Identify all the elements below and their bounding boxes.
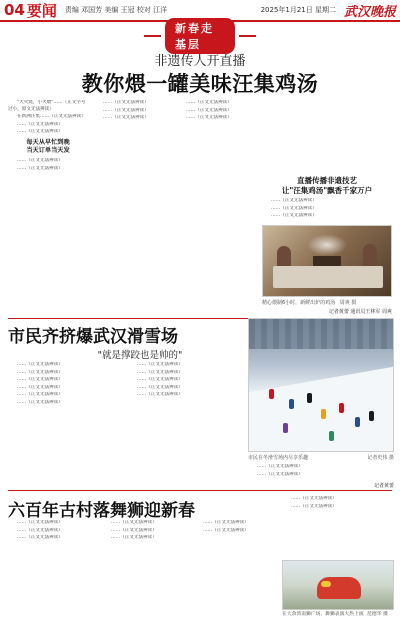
paragraph: ……（正文无法辨读） [137, 369, 183, 375]
lion-dance-photo [282, 560, 394, 610]
newspaper-logo: 武汉晚报 [343, 4, 396, 20]
section-divider [8, 490, 392, 491]
paragraph: ……（正文无法辨读） [103, 107, 149, 113]
paragraph: ……（正文无法辨读） [17, 392, 63, 398]
paragraph: ……（正文无法辨读） [17, 362, 63, 367]
section-banner [140, 22, 260, 51]
skier-shape [329, 431, 334, 441]
story1-sidebar-title: 直播传播非遗技艺 让"汪集鸡汤"飘香千家万户 [281, 176, 373, 195]
story1-column-left [8, 100, 88, 318]
skier-shape [369, 411, 374, 421]
paragraph: ……（正文无法辨读） [17, 535, 63, 541]
table-shape [273, 266, 383, 288]
story1-sidebar-body [262, 198, 392, 224]
skier-shape [269, 389, 274, 399]
issue-date: 2025年1月21日 星期二 [260, 6, 336, 14]
paragraph: ……（正文无法辨读） [186, 107, 232, 113]
banner-wing-right [239, 35, 256, 37]
story2-byline: 记者黄蕾 [373, 483, 394, 489]
photo-credit: 周爽 摄 [339, 300, 357, 306]
story2-column-mid [128, 362, 242, 482]
paragraph: ……（正文无法辨读） [203, 520, 249, 525]
caption-text: 市民在冬滑雪场内尽享乐趣 [248, 455, 309, 461]
paragraph: ……（正文无法辨读） [17, 121, 63, 127]
banner-label: 新春走基层 [165, 18, 235, 54]
skier-shape [307, 393, 312, 403]
story1-subhead: 每天从早忙到晚 当天订单当天发 [26, 138, 70, 154]
paragraph: ……（正文无法辨读） [137, 377, 183, 383]
story3-column-3 [194, 520, 278, 624]
skier-shape [339, 403, 344, 413]
photo-credit: 记者史伟 摄 [367, 455, 394, 461]
story3-headline: 六百年古村落舞狮迎新春 [8, 501, 195, 521]
story1-kicker: 非遗传人开直播 [154, 54, 246, 69]
caption-text: 在大余湾南狮广场，舞狮表演大热上演 [282, 612, 364, 617]
paragraph: ……（正文无法辨读） [271, 198, 317, 203]
paragraph: ……（正文无法辨读） [17, 399, 63, 405]
paragraph: ……（正文无法辨读） [111, 520, 157, 525]
paragraph: ……（正文无法辨读） [17, 165, 63, 171]
steam-shape [307, 234, 347, 256]
paragraph: ……（正文无法辨读） [17, 527, 63, 533]
skier-shape [289, 399, 294, 409]
story1-headline: 教你煨一罐美味汪集鸡汤 [81, 72, 319, 96]
ski-resort-photo [248, 318, 394, 452]
skier-shape [355, 417, 360, 427]
paragraph: "大火烧，小火煨"……（正文字号过小，原文无法辨读） [8, 100, 86, 112]
paragraph: ……（正文无法辨读） [103, 100, 149, 105]
story3-column-4 [282, 496, 394, 558]
story3-column-1 [8, 520, 98, 624]
paragraph: ……（正文无法辨读） [17, 520, 63, 525]
lion-dance-shape [317, 577, 361, 599]
page-number: 04 [4, 0, 25, 19]
paragraph: ……（正文无法辨读） [17, 157, 63, 163]
paragraph: ……（正文无法辨读） [186, 100, 232, 105]
caption-text: 精心煨制6小时，新鲜出炉的鸡汤 [262, 300, 336, 306]
editor-credits: 责编 邓国芳 美编 王冠 校对 江洋 [64, 6, 168, 14]
paragraph: ……（正文无法辨读） [257, 464, 303, 469]
story2-photo-caption [248, 455, 394, 462]
paragraph: ……（正文无法辨读） [17, 384, 63, 390]
story3-photo-caption [282, 612, 394, 618]
paragraph: ……（正文无法辨读） [111, 535, 157, 541]
paragraph: ……（正文无法辨读） [271, 205, 317, 211]
story3-column-2 [102, 520, 190, 624]
roof-structure-shape [249, 319, 394, 349]
paragraph: ……（正文无法辨读） [186, 115, 232, 121]
banner-wing-left [144, 35, 161, 37]
story2-headline: 市民齐挤爆武汉滑雪场 [8, 327, 178, 347]
paragraph: ……（正文无法辨读） [103, 115, 149, 121]
skier-shape [321, 409, 326, 419]
photo-credit: 范德华 摄 [367, 612, 388, 617]
paragraph: ……（正文无法辨读） [203, 527, 249, 533]
paragraph: ……（正文无法辨读） [137, 362, 183, 367]
paragraph: ……（正文无法辨读） [137, 392, 183, 398]
paragraph: ……（正文无法辨读） [17, 377, 63, 383]
paragraph: ……（正文无法辨读） [137, 384, 183, 390]
chicken-soup-photo [262, 225, 392, 297]
paragraph: ……（正文无法辨读） [257, 471, 303, 477]
ski-slope-shape [248, 364, 394, 452]
paragraph: ……（正文无法辨读） [291, 496, 337, 501]
story2-kicker: "就是撑跤也是帅的" [97, 350, 183, 361]
paragraph: ……（正文无法辨读） [17, 369, 63, 375]
paragraph: 在新洲汪集……（正文无法辨读） [17, 114, 86, 120]
paragraph: ……（正文无法辨读） [291, 503, 337, 509]
paragraph: ……（正文无法辨读） [271, 213, 317, 219]
paragraph: ……（正文无法辨读） [111, 527, 157, 533]
story1-photo-caption [262, 300, 392, 307]
skier-shape [283, 423, 288, 433]
story2-column-left [8, 362, 124, 482]
story1-byline: 记者黄蕾 通讯员王林军 周爽 [328, 309, 392, 315]
paragraph: ……（正文无法辨读） [17, 129, 63, 135]
section-name: 要闻 [26, 1, 57, 20]
story1-column-mid [94, 100, 254, 318]
